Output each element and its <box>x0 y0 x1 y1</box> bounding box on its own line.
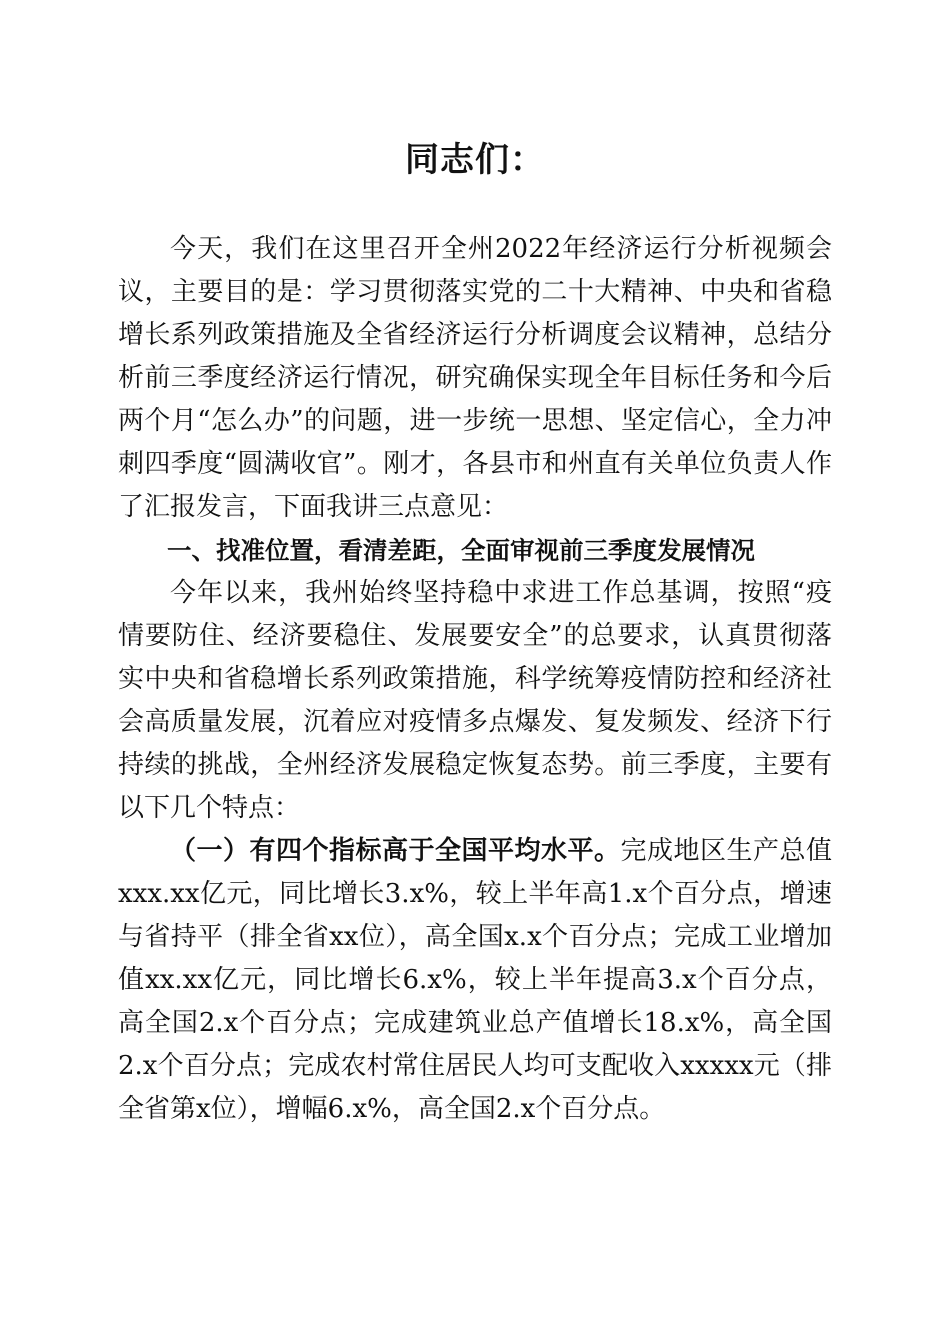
section-heading-1: 一、找准位置，看清差距，全面审视前三季度发展情况 <box>167 536 755 565</box>
overview-paragraph: 今年以来，我州始终坚持稳中求进工作总基调，按照“疫情要防住、经济要稳住、发展要安全”的总要求，认真贯彻落实中央和省稳增长系列政策措施，科学统筹疫情防控和经济社会高质量发展，沉着应对疫情多点爆发、复发频发、经济下行持续的挑战，全州经济发展稳定恢复态势。前三季度，主要有以下几个特点： <box>118 578 832 823</box>
point-1-text: 完成地区生产总值xxx.xx亿元，同比增长3.x%，较上半年高1.x个百分点，增速与省持平（排全省xx位），高全国x.x个百分点；完成工业增加值xx.xx亿元，同比增长6.x%，较上半年提高3.x个百分点，高全国2.x个百分点；完成建筑业总产值增长18.x%，高全国2.x个百分点；完成农村常住居民人均可支配收入xxxxx元（排全省第x位），增幅6.x%，高全国2.x个百分点。 <box>118 836 832 1124</box>
point-1-lead: （一）有四个指标高于全国平均水平。 <box>170 836 621 866</box>
salutation-title: 同志们： <box>405 140 545 180</box>
document-body <box>118 228 832 1131</box>
point-1-paragraph <box>118 830 832 1131</box>
intro-paragraph: 今天，我们在这里召开全州2022年经济运行分析视频会议，主要目的是：学习贯彻落实党的二十大精神、中央和省稳增长系列政策措施及全省经济运行分析调度会议精神，总结分析前三季度经济运行情况，研究确保实现全年目标任务和今后两个月“怎么办”的问题，进一步统一思想、坚定信心，全力冲刺四季度“圆满收官”。刚才，各县市和州直有关单位负责人作了汇报发言，下面我讲三点意见： <box>118 234 832 522</box>
